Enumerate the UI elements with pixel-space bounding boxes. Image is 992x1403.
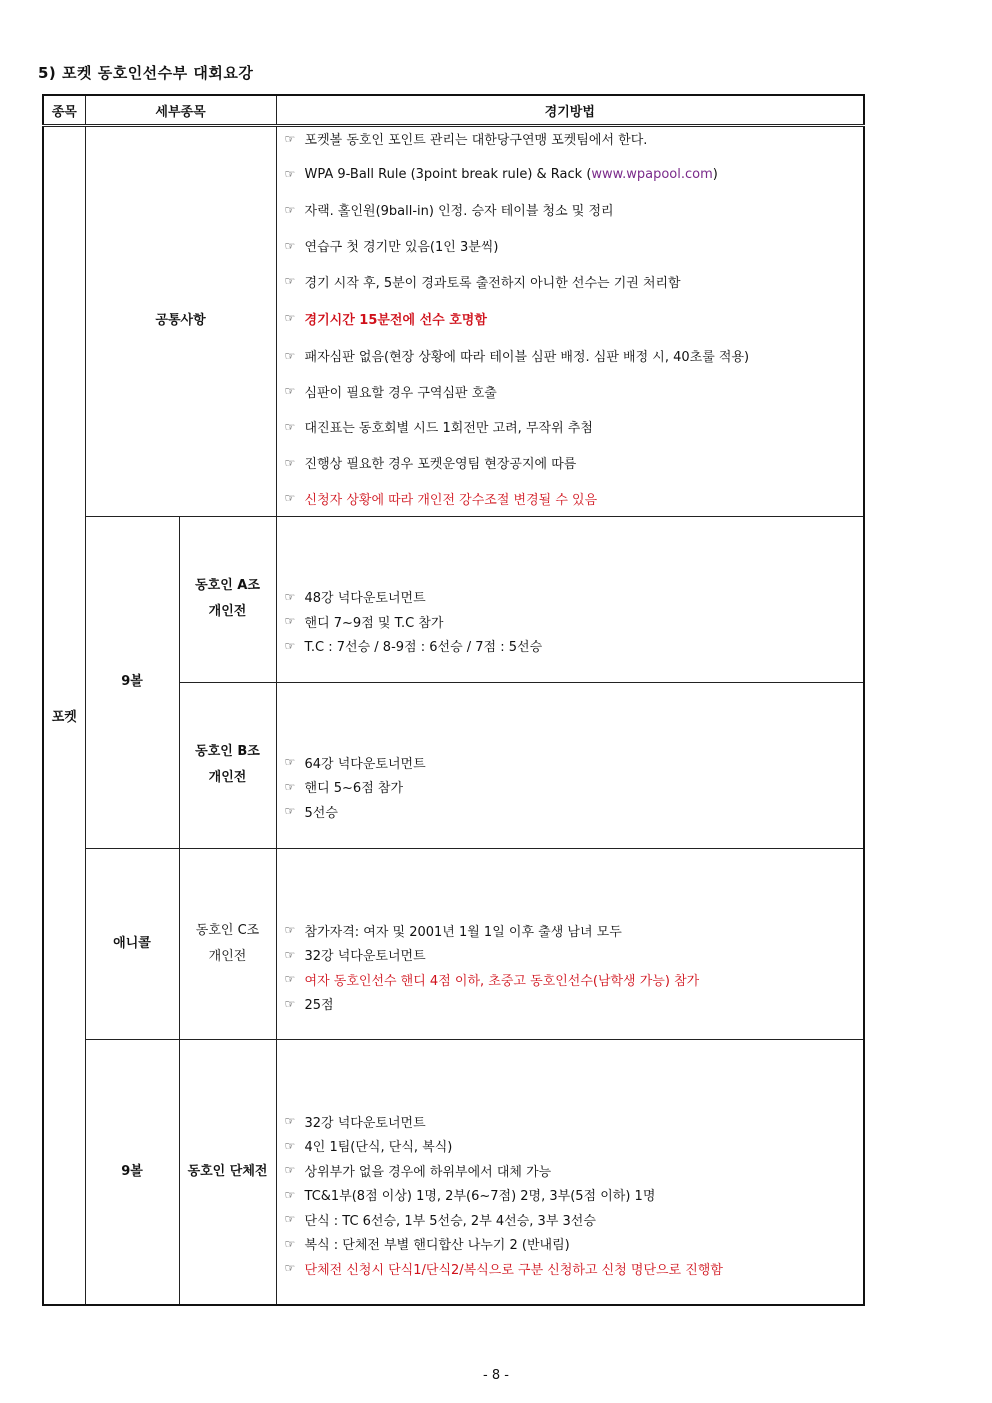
group-c-methods — [276, 848, 864, 1039]
method-text-segment: 5선승 — [304, 805, 338, 821]
method-text-segment: 참가자격: 여자 및 2001년 1월 1일 이후 출생 남녀 모두 — [304, 924, 622, 940]
team-methods — [276, 1039, 864, 1305]
group-a-lines-list — [285, 541, 864, 659]
pointing-hand-icon: ☞ — [284, 589, 296, 604]
pointing-hand-icon: ☞ — [284, 947, 296, 962]
method-line-text — [305, 587, 426, 606]
method-line — [285, 299, 864, 338]
pointing-hand-icon: ☞ — [284, 923, 296, 938]
method-line-text — [305, 945, 426, 964]
method-line-text — [305, 1185, 656, 1204]
method-text-segment: 경기 시작 후, 5분이 경과토록 출전하지 아니한 선수는 기권 처리함 — [304, 275, 681, 291]
method-text-segment: ) — [712, 166, 718, 182]
method-text-segment: 상위부가 없을 경우에 하위부에서 대체 가능 — [304, 1164, 552, 1180]
method-line-text — [305, 636, 543, 655]
method-line-text — [305, 970, 700, 989]
method-text-segment: 핸디 5~6점 참가 — [304, 781, 404, 797]
method-line-text — [305, 1210, 596, 1229]
method-line — [285, 445, 864, 481]
pointing-hand-icon: ☞ — [284, 1138, 296, 1153]
method-text-segment: 복식 : 단체전 부별 핸디합산 나누기 2 (반내림) — [304, 1238, 570, 1254]
pointing-hand-icon: ☞ — [284, 311, 296, 326]
method-line-text — [305, 777, 404, 796]
method-text-segment: 단식 : TC 6선승, 1부 5선승, 2부 4선승, 3부 3선승 — [304, 1213, 596, 1229]
method-line — [285, 634, 864, 659]
method-line-text — [305, 1112, 426, 1131]
method-line-text — [305, 1136, 453, 1155]
wpa-link[interactable]: www.wpapool.com — [591, 166, 713, 182]
method-line — [285, 121, 864, 157]
method-line-text — [305, 382, 497, 401]
method-line — [285, 1109, 864, 1134]
pointing-hand-icon: ☞ — [284, 755, 296, 770]
method-line-text — [305, 489, 598, 508]
method-text-segment: 자랙. 홀인원(9ball-in) 인정. 승자 테이블 청소 및 정리 — [304, 204, 614, 220]
method-text-segment: 48강 넉다운토너먼트 — [304, 591, 426, 607]
pointing-hand-icon: ☞ — [284, 202, 296, 217]
method-text-segment: 25점 — [304, 998, 334, 1014]
pointing-hand-icon: ☞ — [284, 1236, 296, 1251]
pointing-hand-icon: ☞ — [284, 419, 296, 434]
pointing-hand-icon: ☞ — [284, 455, 296, 470]
method-line-text — [305, 921, 622, 940]
pointing-hand-icon: ☞ — [284, 972, 296, 987]
game-9ball-individual: 9볼 — [85, 516, 179, 848]
method-line — [285, 918, 864, 943]
category-cell: 포켓 — [43, 126, 85, 1305]
method-line — [285, 409, 864, 445]
method-line-text — [305, 200, 614, 219]
method-line-text — [305, 753, 426, 772]
pointing-hand-icon: ☞ — [284, 996, 296, 1011]
header-method: 경기방법 — [276, 95, 864, 126]
method-line — [285, 942, 864, 967]
method-text-segment: 핸디 7~9점 및 T.C 참가 — [304, 615, 444, 631]
pointing-hand-icon: ☞ — [284, 131, 296, 146]
method-text-segment: 대진표는 동호회별 시드 1회전만 고려, 무작위 추첨 — [304, 421, 593, 437]
method-line — [285, 263, 864, 299]
pointing-hand-icon: ☞ — [284, 1212, 296, 1227]
team-lines-list — [285, 1063, 864, 1281]
group-a-methods — [276, 516, 864, 682]
pointing-hand-icon: ☞ — [284, 1187, 296, 1202]
method-text-segment: 신청자 상황에 따라 개인전 강수조절 변경될 수 있음 — [304, 492, 598, 508]
method-line-text — [305, 1234, 570, 1253]
method-line — [285, 1158, 864, 1183]
method-line-text — [305, 802, 338, 821]
group-c-row — [43, 848, 864, 1039]
method-line — [285, 374, 864, 410]
method-text-segment: 심판이 필요할 경우 구역심판 호출 — [304, 385, 497, 401]
pointing-hand-icon: ☞ — [284, 167, 296, 182]
common-label: 공통사항 — [85, 126, 276, 517]
group-c-lines-list — [285, 872, 864, 1016]
method-text-segment: 포켓볼 동호인 포인트 관리는 대한당구연맹 포켓팀에서 한다. — [304, 133, 648, 149]
common-row — [43, 126, 864, 517]
pointing-hand-icon: ☞ — [284, 779, 296, 794]
method-line-text — [305, 1259, 723, 1278]
method-text-segment: TC&1부(8점 이상) 1명, 2부(6~7점) 2명, 3부(5점 이하) 1명 — [304, 1189, 656, 1205]
rules-table — [42, 94, 865, 1306]
division-c-line1: 동호인 C조 — [195, 922, 260, 938]
method-line — [285, 157, 864, 193]
division-a-line2: 개인전 — [208, 604, 247, 620]
method-line — [285, 609, 864, 634]
method-line — [285, 1207, 864, 1232]
page-number: - 8 - — [483, 1368, 509, 1383]
group-a-row — [43, 516, 864, 682]
division-b — [179, 682, 276, 848]
common-methods — [276, 126, 864, 517]
method-line — [285, 480, 864, 516]
method-line — [285, 991, 864, 1016]
method-line-text — [305, 346, 750, 365]
method-text-segment: 패자심판 없음(현장 상황에 따라 테이블 심판 배정. 심판 배정 시, 40초룰 적용) — [304, 350, 750, 366]
pointing-hand-icon: ☞ — [284, 274, 296, 289]
method-text-segment: 4인 1팀(단식, 단식, 복식) — [304, 1140, 453, 1156]
method-text-segment: 연습구 첫 경기만 있음(1인 3분씩) — [304, 240, 499, 256]
method-line — [285, 585, 864, 610]
division-c-line2: 개인전 — [208, 948, 247, 964]
team-row — [43, 1039, 864, 1305]
method-line — [285, 750, 864, 775]
method-line-text — [305, 994, 334, 1013]
division-c — [179, 848, 276, 1039]
division-a — [179, 516, 276, 682]
method-text-segment: 여자 동호인선수 핸디 4점 이하, 초중고 동호인선수(남학생 가능) 참가 — [304, 973, 700, 989]
method-line-text — [305, 309, 487, 328]
method-text-segment: WPA 9-Ball Rule (3point break rule) & Rack ( — [304, 166, 592, 182]
method-text-segment: 32강 넉다운토너먼트 — [304, 1115, 426, 1131]
method-text-segment: 단체전 신청시 단식1/단식2/복식으로 구분 신청하고 신청 명단으로 진행함 — [304, 1262, 723, 1278]
method-line-text — [305, 129, 648, 148]
method-text-segment: 진행상 필요한 경우 포켓운영팀 현장공지에 따름 — [304, 457, 577, 473]
method-line — [285, 1256, 864, 1281]
method-line-text — [305, 417, 593, 436]
header-subcategory: 세부종목 — [85, 95, 276, 126]
method-line — [285, 1183, 864, 1208]
method-line — [285, 338, 864, 374]
method-line-text — [305, 453, 577, 472]
method-line-text — [305, 167, 718, 182]
game-9ball-team: 9볼 — [85, 1039, 179, 1305]
method-line-text — [305, 272, 681, 291]
pointing-hand-icon: ☞ — [284, 384, 296, 399]
method-text-segment: 64강 넉다운토너먼트 — [304, 756, 426, 772]
division-a-line1: 동호인 A조 — [195, 578, 260, 594]
pointing-hand-icon: ☞ — [284, 614, 296, 629]
method-line — [285, 775, 864, 800]
pointing-hand-icon: ☞ — [284, 1163, 296, 1178]
pointing-hand-icon: ☞ — [284, 804, 296, 819]
method-line — [285, 192, 864, 228]
method-line-text — [305, 612, 444, 631]
method-line-text — [305, 1161, 552, 1180]
common-lines-list — [285, 121, 864, 516]
method-line — [285, 967, 864, 992]
division-b-line1: 동호인 B조 — [195, 744, 260, 760]
method-text-segment: 32강 넉다운토너먼트 — [304, 949, 426, 965]
pointing-hand-icon: ☞ — [284, 638, 296, 653]
method-line — [285, 1232, 864, 1257]
pointing-hand-icon: ☞ — [284, 1114, 296, 1129]
division-team: 동호인 단체전 — [179, 1039, 276, 1305]
method-text-segment: T.C : 7선승 / 8-9점 : 6선승 / 7점 : 5선승 — [304, 640, 543, 656]
pointing-hand-icon: ☞ — [284, 491, 296, 506]
group-b-methods — [276, 682, 864, 848]
method-line — [285, 799, 864, 824]
method-text-segment: 경기시간 15분전에 선수 호명함 — [304, 312, 487, 328]
pointing-hand-icon: ☞ — [284, 348, 296, 363]
method-line — [285, 228, 864, 264]
method-line — [285, 1134, 864, 1159]
pointing-hand-icon: ☞ — [284, 238, 296, 253]
pointing-hand-icon: ☞ — [284, 1261, 296, 1276]
header-category: 종목 — [43, 95, 85, 126]
division-b-line2: 개인전 — [208, 770, 247, 786]
group-b-lines-list — [285, 707, 864, 824]
method-line-text — [305, 236, 499, 255]
game-anycall: 애니콜 — [85, 848, 179, 1039]
section-title: 5) 포켓 동호인선수부 대회요강 — [38, 64, 254, 82]
